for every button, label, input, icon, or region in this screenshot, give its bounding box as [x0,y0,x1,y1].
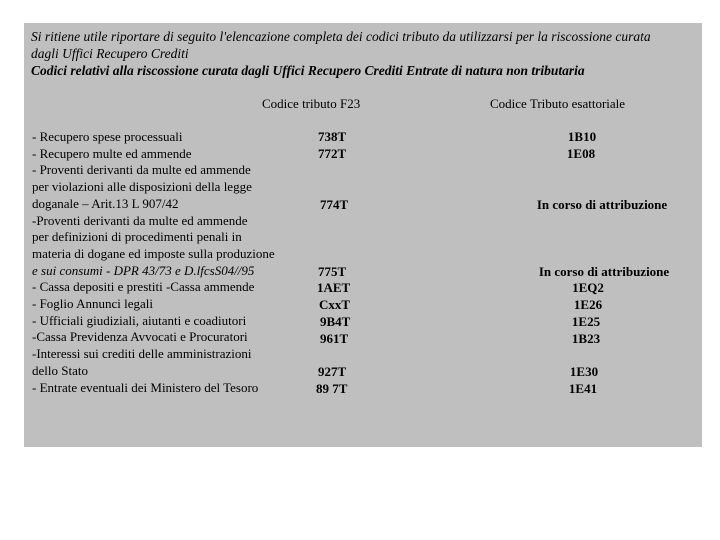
description-line: -Interessi sui crediti delle amministrazioni [32,346,252,362]
f23-code: CxxT [319,297,351,312]
description-line: per definizioni di procedimenti penali in [32,229,242,245]
f23-code: 772T [318,146,347,161]
f23-code: 1AET [317,280,351,295]
description-line: - Ufficiali giudiziali, aiutanti e coadiutori [32,312,247,328]
f23-code: 9B4T [320,314,351,329]
esattoriale-code: 1E41 [568,381,598,396]
description-line: - Cassa depositi e prestiti -Cassa ammende [32,279,255,295]
content-panel [24,23,702,447]
description-line: dello Stato [32,362,88,378]
intro-line-1: Si ritiene utile riportare di seguito l'elencazione completa dei codici tributo da utilizzarsi per la riscossione curata [31,29,651,44]
description-line: materia di dogane ed imposte sulla produzione [32,245,275,261]
description-line: - Proventi derivanti da multe ed ammende [32,162,251,178]
description-line: - Entrate eventuali dei Ministero del Tesoro [32,379,259,395]
column-header-esattoriale: Codice Tributo esattoriale [490,96,626,111]
f23-code: 961T [320,331,349,346]
esattoriale-code: 1E08 [566,146,596,161]
section-subtitle: Codici relativi alla riscossione curata dagli Uffici Recupero Crediti Entrate di natura non tributaria [31,63,585,78]
description-line: -Proventi derivanti da multe ed ammende [32,212,248,228]
description-line: - Recupero spese processuali [32,129,183,144]
description-line: doganale – Arit.13 L 907/42 [32,195,179,211]
esattoriale-code: In corso di attribuzione [538,264,670,279]
description-line: per violazioni alle disposizioni della legge [32,179,252,195]
description-line: -Cassa Previdenza Avvocati e Procuratori [32,329,248,345]
esattoriale-code: 1B23 [571,331,601,346]
esattoriale-code: 1E25 [571,314,601,329]
esattoriale-code: 1EQ2 [572,280,604,295]
esattoriale-code: 1E30 [569,364,599,379]
esattoriale-code: 1B10 [567,129,597,144]
column-header-f23: Codice tributo F23 [262,96,361,111]
description-line: - Recupero multe ed ammende [32,145,192,161]
f23-code: 738T [318,129,347,144]
esattoriale-code: In corso di attribuzione [536,197,668,212]
f23-code: 775T [318,264,347,279]
description-line: e sui consumi - DPR 43/73 e D.lfcsS04//95 [32,262,255,278]
description-list [32,129,302,396]
esattoriale-code: 1E26 [573,297,603,312]
description-line: - Foglio Annunci legali [32,296,153,312]
intro-line-2: dagli Uffici Recupero Crediti [31,46,189,61]
f23-code: 89 7T [316,381,348,396]
f23-code: 774T [320,197,349,212]
f23-code: 927T [318,364,347,379]
